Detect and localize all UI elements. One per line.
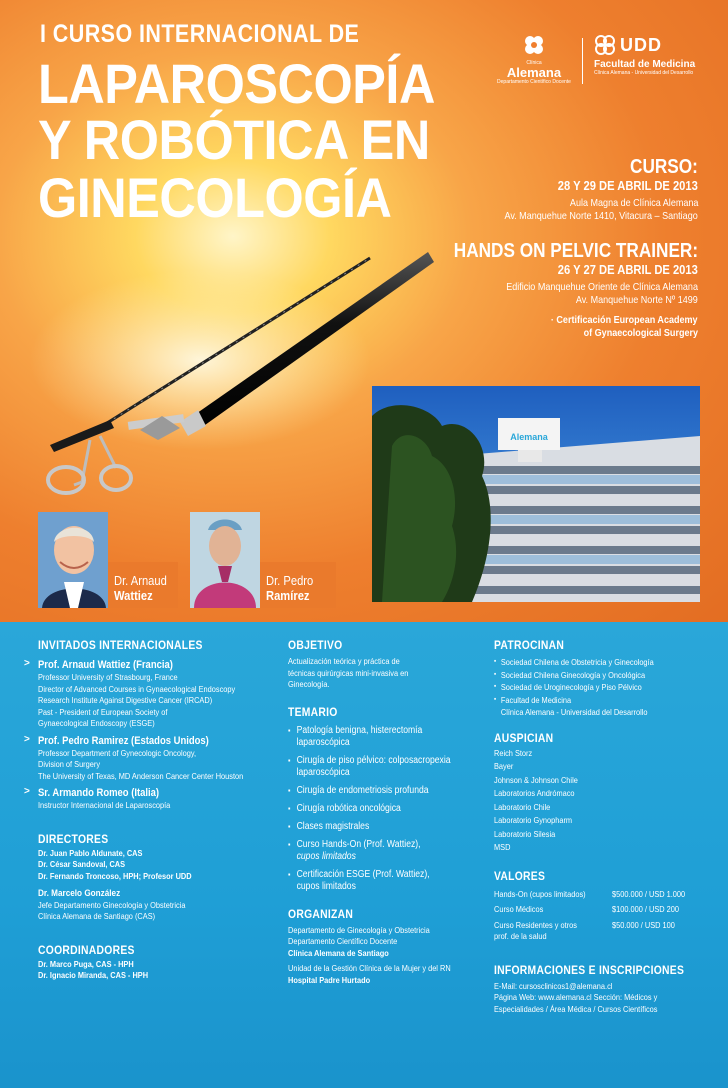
udd-mark: UDD (620, 34, 662, 55)
patrocinador (494, 681, 685, 694)
valor-label: Curso Residentes y otros (494, 919, 577, 930)
patrocinador-text: ▪ Sociedad Chilena Ginecología y Oncológica (500, 669, 646, 680)
certification-line-1: · Certificación European Academy (551, 314, 698, 326)
auspician-heading: AUSPICIAN (494, 732, 554, 745)
invitado-name: Sr. Armando Romeo (Italia) (38, 787, 160, 799)
udd-logo (594, 34, 704, 76)
temario-item-text: cupos limitados (296, 880, 356, 892)
temario-heading: TEMARIO (288, 706, 338, 719)
temario-item-text: ▪ Cirugía robótica oncológica (296, 802, 401, 814)
facultad-sub: Clínica Alemana - Universidad del Desarrollo (594, 70, 694, 76)
invitado-line: Research Institute Against Digestive Cancer (IRCAD) (38, 695, 213, 705)
hands-on-place-1: Edificio Manquehue Oriente de Clínica Alemana (506, 281, 698, 293)
temario-item-text: laparoscópica (296, 736, 350, 748)
director-line: Dr. Juan Pablo Aldunate, CAS (38, 847, 143, 858)
chevron-right-icon: > (24, 658, 30, 669)
invitado-line: Director of Advanced Courses in Gynaecological Endoscopy (38, 683, 236, 694)
curso-place-1: Aula Magna de Clínica Alemana (569, 197, 698, 209)
chevron-right-icon: > (24, 733, 30, 745)
informaciones-heading: INFORMACIONES E INSCRIPCIONES (494, 964, 685, 977)
patrocinador (494, 694, 685, 719)
invitado-name: Prof. Pedro Ramirez (Estados Unidos) (38, 734, 209, 747)
invitado-line: Gynaecological Endoscopy (ESGE) (38, 718, 155, 728)
valor-row (494, 904, 716, 916)
speaker-name-2: Ramírez (266, 588, 310, 603)
director-extra-name: Dr. Marcelo González (38, 888, 121, 899)
speaker-prefix-2: Dr. Pedro (266, 573, 314, 588)
invitado-line: Professor Department of Gynecologic Oncology, (38, 747, 197, 758)
directores-heading: DIRECTORES (38, 833, 109, 846)
valor-price: $50.000 / USD 100 (612, 919, 675, 930)
hands-on-heading: HANDS ON PELVIC TRAINER: (453, 240, 698, 262)
organizan-line: Hospital Padre Hurtado (288, 974, 371, 985)
invitado-line: Division of Surgery (38, 759, 101, 769)
curso-place-2: Av. Manquehue Norte 1410, Vitacura – Santiago (504, 210, 698, 222)
coordinadores-heading: COORDINADORES (38, 944, 135, 957)
contact-web-section: Especialidades / Área Médica / Cursos Científicos (494, 1003, 658, 1014)
temario-item (288, 869, 460, 893)
column-right (494, 640, 716, 1015)
organizan-line: Unidad de la Gestión Clínica de la Mujer y del RN (288, 963, 451, 973)
valor-price: $100.000 / USD 200 (612, 904, 679, 914)
speaker-photo-wattiez (38, 512, 108, 608)
valor-label: Hands-On (cupos limitados) (494, 888, 586, 899)
invitados-heading: INVITADOS INTERNACIONALES (38, 640, 203, 652)
invitado-2 (24, 734, 278, 783)
temario-item-text: ▪ Curso Hands-On (Prof. Wattiez), (296, 838, 421, 850)
invitado-line: Instructor Internacional de Laparoscopía (38, 800, 171, 810)
patrocinador-text: ▪ Sociedad Chilena de Obstetricia y Ginecología (500, 657, 654, 667)
director-extra-line: Clínica Alemana de Santiago (CAS) (38, 911, 156, 921)
coordinador-line: Dr. Marco Puga, CAS - HPH (38, 958, 134, 969)
invitado-line: Past - President of European Society of (38, 706, 168, 717)
clover-icon (523, 34, 545, 56)
alemana-small-text: Clínica (526, 60, 542, 66)
clover-icon (594, 34, 616, 56)
hands-on-place-2: Av. Manquehue Norte Nº 1499 (576, 294, 698, 306)
temario-item (288, 785, 460, 797)
temario-item (288, 725, 460, 749)
temario-item-text: ▪ Certificación ESGE (Prof. Wattiez), (296, 868, 430, 880)
contact-email[interactable]: E-Mail: cursosclinicos1@alemana.cl (494, 980, 613, 991)
organizan-heading: ORGANIZAN (288, 908, 354, 921)
director-extra-line: Jefe Departamento Ginecología y Obstetricia (38, 899, 186, 910)
title-line-2: Y ROBÓTICA EN (38, 108, 430, 171)
organizan-line: Departamento de Ginecología y Obstetricia (288, 924, 430, 935)
valor-label: prof. de la salud (494, 931, 547, 941)
certification-line-2: of Gynaecological Surgery (583, 327, 698, 339)
temario-item-text: ▪ Cirugía de piso pélvico: colposacropexia (296, 754, 451, 766)
logo-divider (582, 38, 583, 84)
portrait-illustration (190, 512, 260, 608)
auspiciador: Johnson & Johnson Chile (494, 774, 578, 785)
invitado-1 (24, 658, 278, 730)
temario-item (288, 803, 460, 815)
clinic-building-photo (372, 386, 700, 602)
patrocinador-text: Clínica Alemana - Universidad del Desarrollo (500, 707, 648, 717)
temario-item-text: ▪ Clases magistrales (296, 820, 370, 832)
patrocinador (494, 656, 685, 669)
title-line-3: GINECOLOGÍA (38, 166, 392, 229)
invitado-line: The University of Texas, MD Anderson Cancer Center Houston (38, 770, 244, 781)
contact-web[interactable]: Página Web: www.alemana.cl Sección: Médicos y (494, 992, 658, 1002)
auspiciador: Laboratorio Chile (494, 801, 551, 812)
patrocinador-text: ▪ Sociedad de Uroginecología y Piso Pélvico (500, 682, 642, 692)
temario-item (288, 839, 460, 863)
objetivo-line: técnicas quirúrgicas mini-invasiva en (288, 667, 409, 678)
temario-item-text: ▪ Patología benigna, histerectomía (296, 724, 423, 736)
temario-item (288, 821, 460, 833)
patrocinador (494, 669, 685, 682)
temario-item-text: laparoscópica (296, 766, 350, 778)
invitado-line: Professor University of Strasbourg, France (38, 672, 178, 682)
alemana-name: Alemana (506, 65, 562, 80)
objetivo-heading: OBJETIVO (288, 640, 343, 652)
organizan-line: Departamento Científico Docente (288, 936, 398, 946)
auspiciador: Laboratorio Silesia (494, 828, 556, 839)
auspiciador: Laboratorios Andrómaco (494, 788, 575, 798)
coordinador-line: Dr. Ignacio Miranda, CAS - HPH (38, 970, 149, 980)
valor-label: Curso Médicos (494, 904, 544, 914)
column-left (24, 640, 278, 982)
valor-row (494, 920, 716, 943)
speaker-photo-ramirez (190, 512, 260, 608)
invitado-name: Prof. Arnaud Wattiez (Francia) (38, 659, 173, 671)
auspiciador: Bayer (494, 761, 514, 771)
invitado-3 (24, 786, 278, 812)
valor-row (494, 889, 716, 901)
building-illustration (372, 386, 700, 602)
curso-heading: CURSO: (630, 156, 698, 178)
chevron-right-icon: > (24, 786, 30, 797)
objetivo-line: Ginecología. (288, 679, 330, 689)
objetivo-line: Actualización teórica y práctica de (288, 656, 400, 666)
auspiciador: Laboratorio Gynopharm (494, 815, 573, 825)
temario-item (288, 755, 460, 779)
auspiciador: Reich Storz (494, 747, 533, 758)
portrait-illustration (38, 512, 108, 608)
curso-dates: 28 Y 29 DE ABRIL DE 2013 (557, 178, 698, 193)
facultad-label: Facultad de Medicina (594, 59, 696, 70)
organizan-line: Clínica Alemana de Santiago (288, 947, 389, 958)
temario-item-text: cupos limitados (296, 850, 356, 862)
temario-item-text: ▪ Cirugía de endometriosis profunda (296, 784, 429, 796)
valor-price: $500.000 / USD 1.000 (612, 888, 686, 899)
clinica-alemana-logo (494, 34, 574, 86)
speaker-prefix-1: Dr. Arnaud (114, 573, 167, 588)
valores-heading: VALORES (494, 870, 546, 883)
course-line: I CURSO INTERNACIONAL DE (40, 20, 360, 48)
patrocinan-heading: PATROCINAN (494, 640, 565, 652)
speaker-name-1: Wattiez (114, 588, 153, 603)
building-sign: Alemana (510, 432, 548, 442)
column-middle (288, 640, 488, 986)
patrocinador-text: ▪ Facultad de Medicina (500, 694, 572, 705)
auspiciador: MSD (494, 842, 511, 852)
hands-on-dates: 26 Y 27 DE ABRIL DE 2013 (557, 262, 698, 277)
alemana-department: Departamento Científico Docente (497, 79, 571, 85)
director-line: Dr. Fernando Troncoso, HPH; Profesor UDD (38, 870, 192, 881)
title-line-1: LAPAROSCOPÍA (38, 52, 435, 115)
director-line: Dr. César Sandoval, CAS (38, 859, 126, 869)
